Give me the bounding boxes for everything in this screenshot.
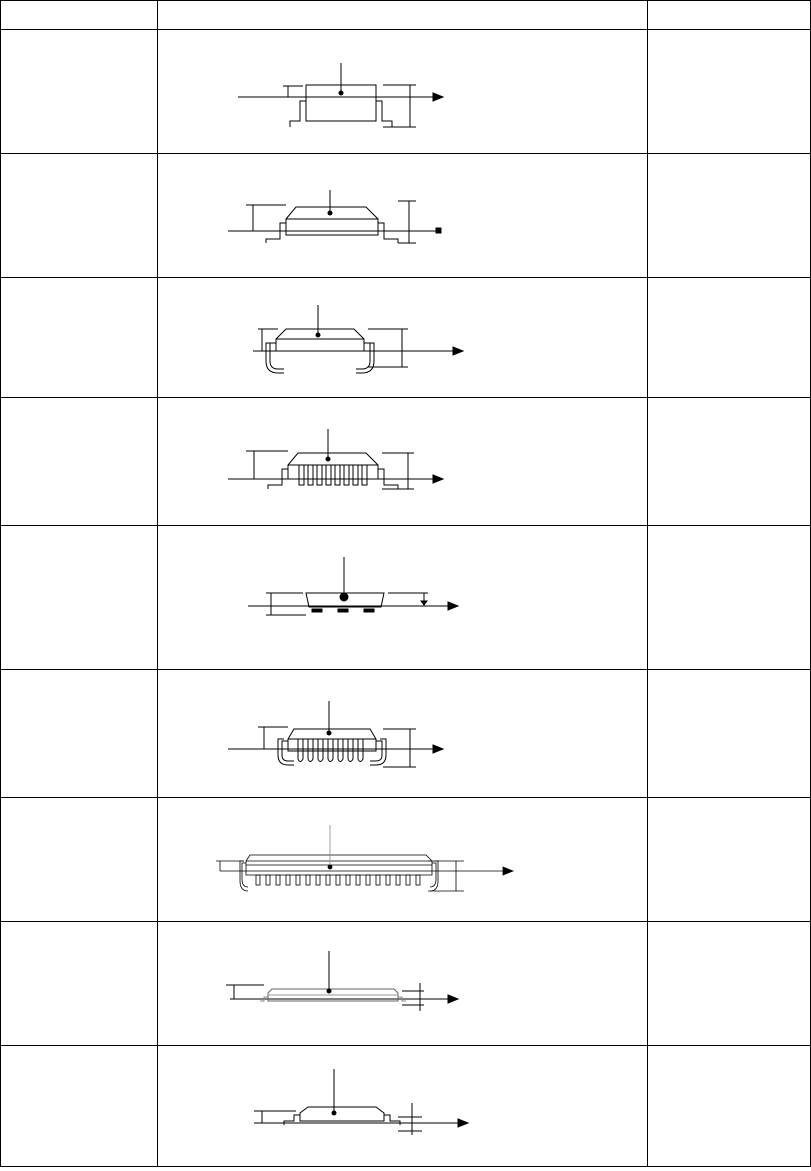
package-note-cell bbox=[648, 670, 811, 798]
package-drawing-cell bbox=[158, 526, 648, 670]
package-note-cell bbox=[648, 278, 811, 398]
package-drawing-cell bbox=[158, 398, 648, 526]
package-name-cell bbox=[1, 278, 158, 398]
package-note-cell bbox=[648, 526, 811, 670]
table-row bbox=[1, 398, 811, 526]
table-row bbox=[1, 278, 811, 398]
package-drawing-cell bbox=[158, 922, 648, 1046]
package-note-cell bbox=[648, 922, 811, 1046]
table-row bbox=[1, 526, 811, 670]
package-note-cell bbox=[648, 398, 811, 526]
package-name-cell bbox=[1, 526, 158, 670]
package-drawing-6 bbox=[158, 671, 648, 797]
package-name-cell bbox=[1, 922, 158, 1046]
package-drawing-cell bbox=[158, 670, 648, 798]
table-row bbox=[1, 922, 811, 1046]
package-name-cell bbox=[1, 798, 158, 922]
package-name-cell bbox=[1, 398, 158, 526]
package-drawing-cell bbox=[158, 1046, 648, 1167]
package-drawing-cell bbox=[158, 154, 648, 278]
package-name-cell bbox=[1, 30, 158, 154]
package-note-cell bbox=[648, 1046, 811, 1167]
package-note-cell bbox=[648, 30, 811, 154]
table-row bbox=[1, 154, 811, 278]
package-drawing-7 bbox=[158, 799, 648, 921]
package-drawing-8 bbox=[158, 923, 648, 1045]
header-cell-3 bbox=[648, 1, 811, 30]
package-name-cell bbox=[1, 1046, 158, 1167]
package-name-cell bbox=[1, 154, 158, 278]
package-drawing-4 bbox=[158, 399, 648, 525]
package-drawing-5 bbox=[158, 527, 648, 669]
table-row bbox=[1, 30, 811, 154]
package-drawing-2 bbox=[158, 155, 648, 277]
table-row bbox=[1, 798, 811, 922]
package-drawing-9 bbox=[158, 1047, 648, 1166]
table-row bbox=[1, 1046, 811, 1167]
header-cell-2 bbox=[158, 1, 648, 30]
package-note-cell bbox=[648, 154, 811, 278]
package-note-cell bbox=[648, 798, 811, 922]
package-drawing-3 bbox=[158, 279, 648, 397]
header-cell-1 bbox=[1, 1, 158, 30]
package-drawing-cell bbox=[158, 798, 648, 922]
package-drawing-1 bbox=[158, 31, 648, 153]
table-row bbox=[1, 670, 811, 798]
package-name-cell bbox=[1, 670, 158, 798]
table-header-row bbox=[1, 1, 811, 30]
package-drawing-cell bbox=[158, 278, 648, 398]
package-drawing-cell bbox=[158, 30, 648, 154]
